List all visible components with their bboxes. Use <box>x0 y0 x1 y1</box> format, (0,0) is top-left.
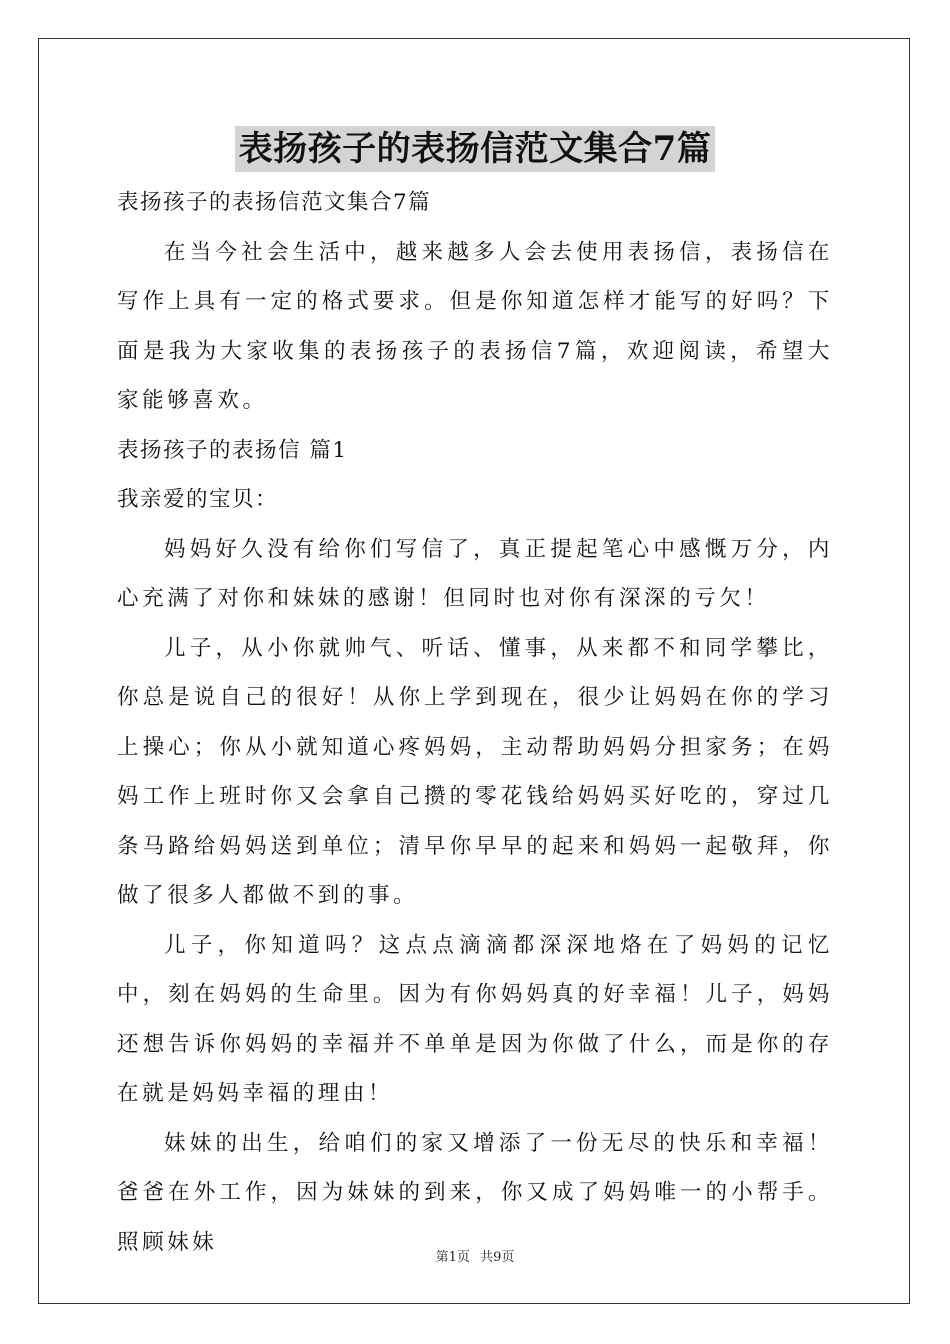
salutation: 我亲爱的宝贝： <box>117 487 279 512</box>
total-pages: 共9页 <box>480 1250 515 1265</box>
body-paragraph: 妹妹的出生，给咱们的家又增添了一份无尽的快乐和幸福！爸爸在外工作，因为妹妹的到来，你又成了妈妈唯一的小帮手。照顾妹妹 <box>117 1130 833 1255</box>
body-paragraph: 妈妈好久没有给你们写信了，真正提起笔心中感慨万分，内心充满了对你和妹妹的感谢！但同时也对你有深深的亏欠！ <box>117 536 833 611</box>
body-paragraph: 儿子，你知道吗？这点点滴滴都深深地烙在了妈妈的记忆中，刻在妈妈的生命里。因为有你妈妈真的好幸福！儿子，妈妈还想告诉你妈妈的幸福并不单单是因为你做了什么，而是你的存在就是妈妈幸福的理由！ <box>117 932 833 1106</box>
body-paragraph: 儿子，从小你就帅气、听话、懂事，从来都不和同学攀比，你总是说自己的很好！从你上学到现在，很少让妈妈在你的学习上操心；你从小就知道心疼妈妈，主动帮助妈妈分担家务；在妈妈工作上班时你又会拿自己攒的零花钱给妈妈买好吃的，穿过几条马路给妈妈送到单位；清早你早早的起来和妈妈一起敬拜，你做了很多人都做不到的事。 <box>117 635 833 908</box>
title-wrap <box>0 126 950 172</box>
section-heading: 表扬孩子的表扬信 篇1 <box>117 437 348 463</box>
document-subtitle: 表扬孩子的表扬信范文集合7篇 <box>117 190 432 215</box>
document-body <box>117 178 833 1267</box>
page-footer <box>0 1246 950 1265</box>
page-number: 第1页 <box>435 1250 470 1265</box>
document-title: 表扬孩子的表扬信范文集合7篇 <box>235 126 716 172</box>
intro-paragraph: 在当今社会生活中，越来越多人会去使用表扬信，表扬信在写作上具有一定的格式要求。但是你知道怎样才能写的好吗？下面是我为大家收集的表扬孩子的表扬信7篇，欢迎阅读，希望大家能够喜欢。 <box>117 239 833 413</box>
